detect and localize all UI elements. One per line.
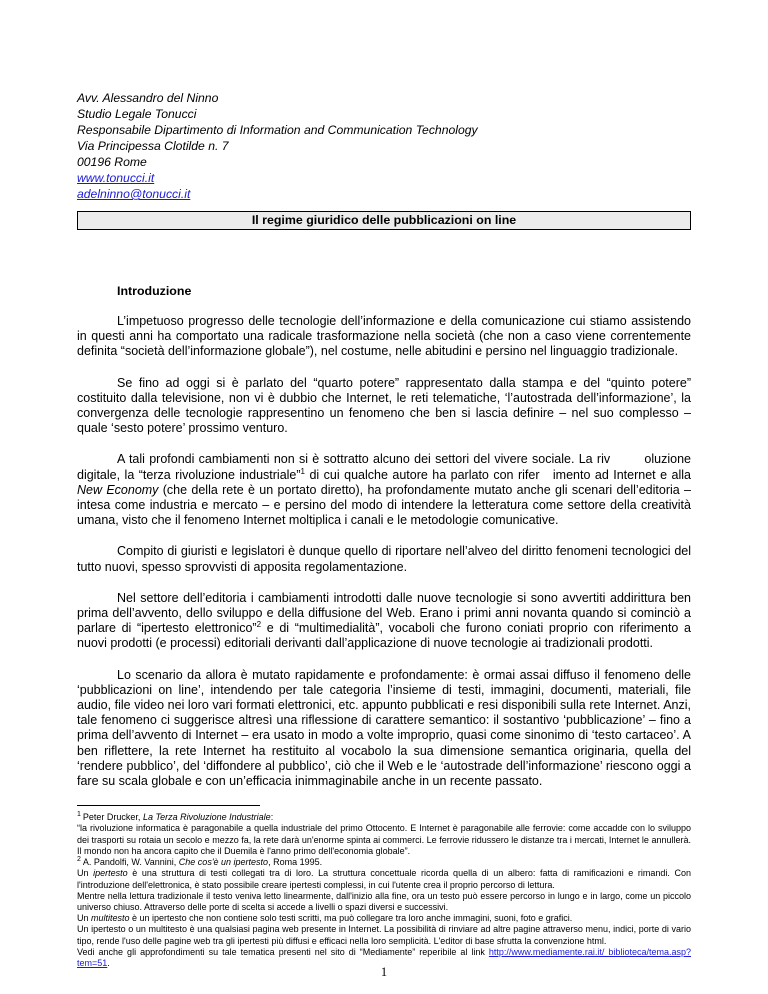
mediamente-link[interactable]: http://www.mediamente.rai.it/ biblioteca/tema.asp?tem=51 xyxy=(77,946,691,968)
paragraph-3-part-a: A tali profondi cambiamenti non si è sottratto alcuno dei settori del vivere sociale. La riv oluzione digitale, la “terza rivoluzione industriale” xyxy=(77,452,695,482)
paragraph-4: Compito di giuristi e legislatori è dunque quello di riportare nell’alveo del diritto fenomeni tecnologici del tutto nuovi, spesso sprovvisti di apposita regolamentazione. xyxy=(77,544,691,574)
paragraph-3-part-b: di cui qualche autore ha parlato con rifer imento ad Internet e alla xyxy=(305,467,695,482)
author-block xyxy=(77,90,691,202)
footnote-2-line-1: Un ipertesto è una struttura di testi collegati tra di loro. La struttura concettuale ricorda quella di un albero: fatta di ramificazioni e rimandi. Con l'introduzione dell'elettronica, è stato possibile creare ipertesti complessi, in cui l'utente crea il proprio percorso di lettura. xyxy=(77,868,691,890)
paragraph-5-part-b: e di “multimedialità”, vocaboli che furono coniati proprio con riferimento a nuovi prodotti (e processi) editoriali derivanti dall’applicazione di nuove tecnologie ai tradizionali prodotti. xyxy=(77,621,692,651)
footnote-2-line-2: Mentre nella lettura tradizionale il testo veniva letto linearmente, dall'inizio alla fine, ora un testo può essere percorso in lungo e in largo, come un piccolo universo chiuso. Attraverso delle porte di scelta si accede a livelli o spazi diversi e successivi. xyxy=(77,890,691,912)
paragraph-3-italic: New Economy xyxy=(77,482,159,497)
author-firm: Studio Legale Tonucci xyxy=(77,107,197,121)
author-role: Responsabile Dipartimento di Information and Communication Technology xyxy=(77,123,478,137)
paragraph-6: Lo scenario da allora è mutato rapidamente e profondamente: è ormai assai diffuso il fenomeno delle ‘pubblicazioni on line’, intendendo per tale categoria l’insieme di testi, immagini, documenti, materiali, file audio, file video nei loro vari formati elettronici, etc. appunto pubblicati e resi disponibili sulla rete Internet. Anzi, tale fenomeno ci suggerisce altresì una riflessione di carattere semantico: il sostantivo ‘pubblicazione’ – fino a prima dell’avvento di Internet – era usato in modo a volte improprio, quasi come sinonimo di ‘testo cartaceo’. A ben riflettere, la rete Internet ha restituito al vocabolo la sua dimensione semantica originaria, quella del ‘rendere pubblico’, del ‘diffondere al pubblico’, ciò che il Web e le ‘autostrade dell’informazione’ riescono oggi a fare su scala globale e con un’efficacia inimmaginabile anche in un recente passato. xyxy=(77,667,691,789)
paragraph-1: L’impetuoso progresso delle tecnologie dell’informazione e della comunicazione cui stiamo assistendo in questi anni ha comportato una radicale trasformazione nella società (che non a caso viene correntemente definita “società dell’informazione globale”), nel costume, nelle abitudini e persino nel linguaggio tradizionale. xyxy=(77,314,691,359)
paragraph-5-part-a: Nel settore dell’editoria i cambiamenti introdotti dalle nuove tecnologie si sono avvertiti addirittura ben prima dell’avvento, dello sviluppo e della diffusione del Web. Erano i primi anni novanta quando si cominciò a parlare di “ipertesto elettronico” xyxy=(77,590,691,636)
footnote-1-quote: “la rivoluzione informatica è paragonabile a quella industriale del primo Ottocento. E Internet è paragonabile alle ferrovie: come accadde con lo sviluppo dei trasporti su rotaia un secolo e mezzo fa, la rete darà un'enorme spinta ai commerci. Le ferrovie ridussero le distanze tra i mercati, Internet le annullerà. Il mondo non ha ancora capito che il Duemila è l'anno primo dell'economia globale”. xyxy=(77,823,691,856)
footnote-ref-1[interactable]: 1 xyxy=(300,466,305,476)
page-number: 1 xyxy=(380,965,388,979)
footnote-2-line-4: Un ipertesto o un multitesto è una qualsiasi pagina web presente in Internet. La possibilità di rinviare ad altre pagine attraverso menu, indici, porte di vario tipo, rende l'uso delle pagine web tra gli ipertesti più diffusi e efficaci nella loro semplicità. L'editor di base sfrutta la convenzione html. xyxy=(77,924,691,946)
website-link[interactable]: www.tonucci.it xyxy=(77,171,155,185)
footnote-ref-2[interactable]: 2 xyxy=(256,620,262,630)
section-heading: Introduzione xyxy=(117,284,192,298)
email-link[interactable]: adelninno@tonucci.it xyxy=(77,187,191,201)
author-street: Via Principessa Clotilde n. 7 xyxy=(77,139,229,153)
footnote-2-number: 2 xyxy=(77,856,81,864)
footnote-divider xyxy=(77,805,260,806)
footnote-1-citation: $^1$ Peter Drucker, La Terza Rivoluzione Industriale: xyxy=(77,811,274,823)
paragraph-5 xyxy=(77,591,691,652)
footnote-1-number: 1 xyxy=(77,811,81,819)
author-name: Avv. Alessandro del Ninno xyxy=(77,91,219,105)
paragraph-3 xyxy=(77,452,695,528)
footnote-2-line-3: Un multitesto è un ipertesto che non contiene solo testi scritti, ma può collegare tra loro anche immagini, suoni, foto e grafici. xyxy=(77,913,573,924)
footnote-2-line-5: Vedi anche gli approfondimenti su tale tematica presenti nel sito di “Mediamente” reperibile al link http://www.mediamente.rai.it/ biblioteca/tema.asp?tem=51. xyxy=(77,946,691,968)
footnotes xyxy=(77,805,691,969)
author-city: 00196 Rome xyxy=(77,155,147,169)
paragraph-3-part-c: (che della rete è un portato diretto), ha profondamente mutato anche gli scenari dell’editoria – intesa come industria e mercato – e persino del modo di intendere la letteratura come settore della creatività umana, visto che il fenomeno Internet moltiplica i canali e le metodologie comunicative. xyxy=(77,482,695,528)
document-title: Il regime giuridico delle pubblicazioni on line xyxy=(77,211,691,230)
paragraph-2: Se fino ad oggi si è parlato del “quarto potere” rappresentato dalla stampa e del “quinto potere” costituito dalla televisione, non vi è dubbio che Internet, le reti telematiche, ‘l’autostrada dell’informazione’, la convergenza delle tecnologie rappresentino un fenomeno che ben si lascia definire – nel suo complesso – quale ‘sesto potere’ prossimo venturo. xyxy=(77,375,691,436)
footnote-2-citation: $^2$ A. Pandolfi, W. Vannini, Che cos'è un ipertesto, Roma 1995. xyxy=(77,856,323,868)
